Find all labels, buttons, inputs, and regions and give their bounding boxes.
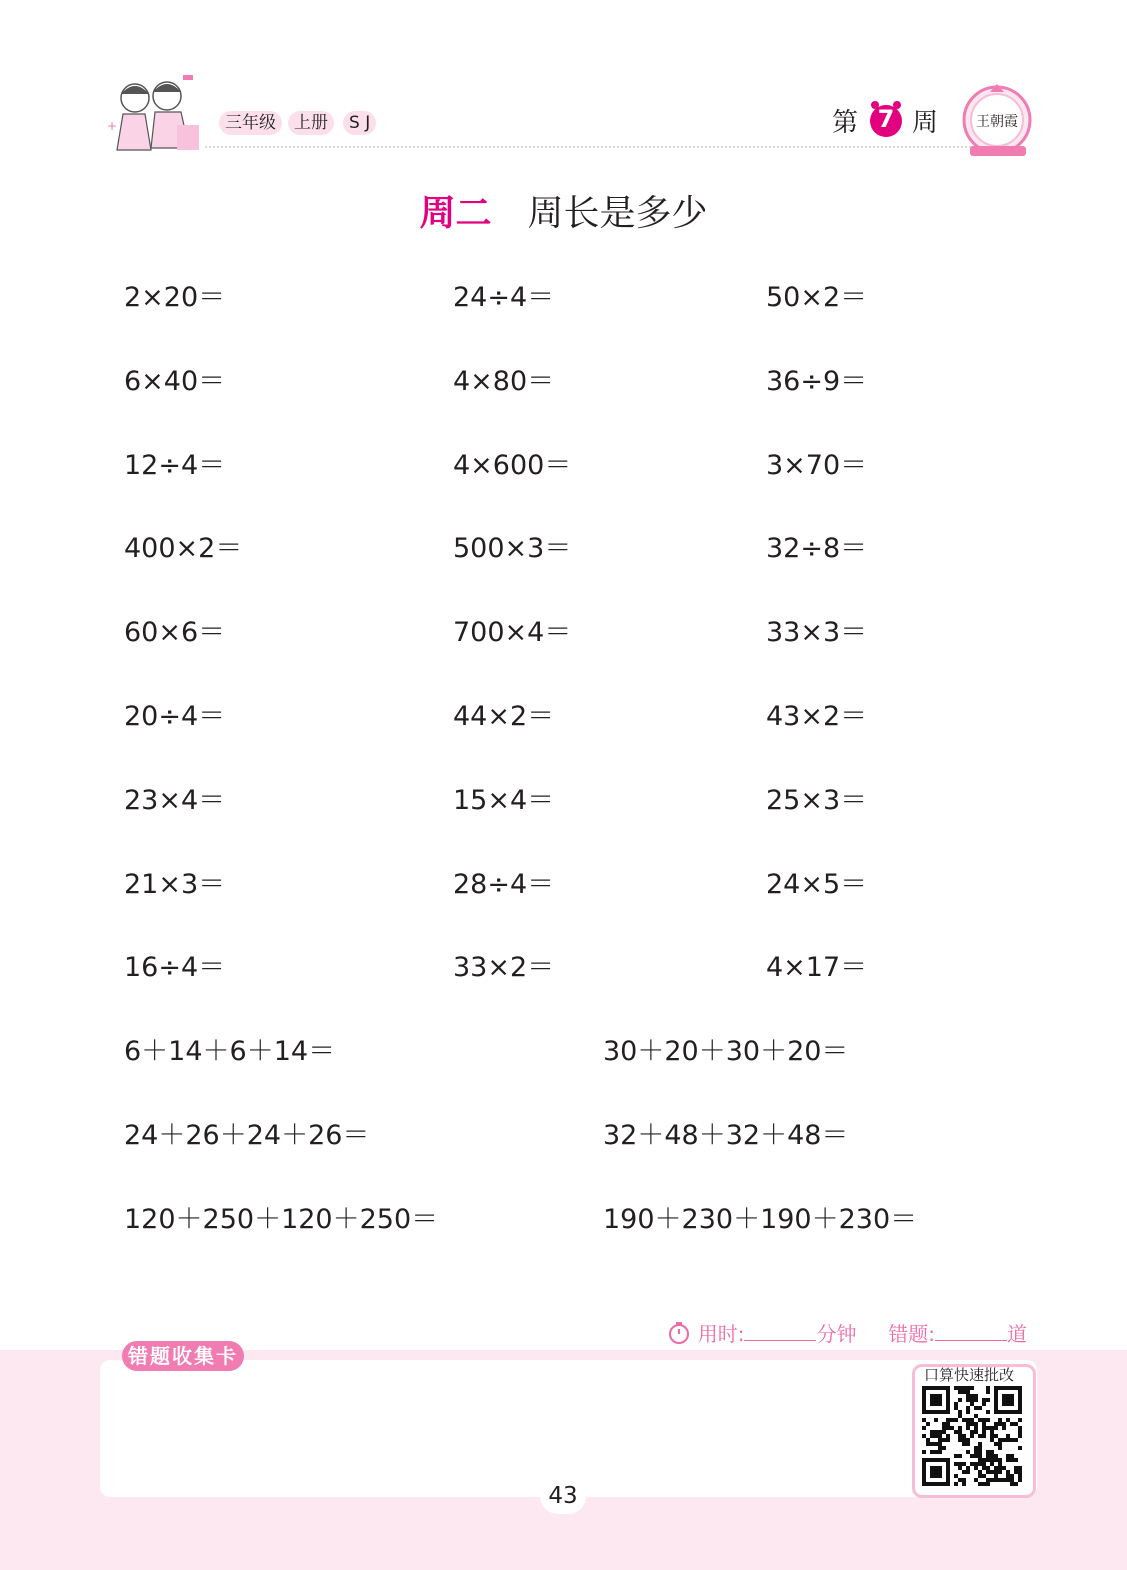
timer-row	[667, 1318, 1027, 1347]
problem-item: 15×4＝	[453, 785, 555, 816]
volume-tag: 上册	[288, 111, 334, 135]
week-number: 7	[877, 105, 895, 133]
problem-item: 33×2＝	[453, 952, 555, 983]
grade-tag: 三年级	[219, 111, 282, 135]
problem-item: 500×3＝	[453, 533, 572, 564]
errors-blank[interactable]	[935, 1322, 1007, 1341]
problem-item: 43×2＝	[766, 701, 868, 732]
header-divider	[205, 146, 975, 148]
edition-tag: S J	[343, 111, 376, 135]
time-blank[interactable]	[744, 1322, 816, 1341]
title-topic: 周长是多少	[527, 193, 708, 234]
errors-label: 错题:	[888, 1322, 935, 1346]
problem-item: 12÷4＝	[124, 450, 226, 481]
week-prefix: 第	[832, 108, 859, 138]
time-unit: 分钟	[816, 1322, 857, 1346]
problem-item: 190＋230＋190＋230＝	[603, 1204, 918, 1235]
problem-item: 2×20＝	[124, 282, 226, 313]
problem-item: 16÷4＝	[124, 952, 226, 983]
page-title	[0, 185, 1127, 236]
problem-item: 24×5＝	[766, 869, 868, 900]
problem-item: 21×3＝	[124, 869, 226, 900]
svg-text:王朝霞: 王朝霞	[976, 114, 1018, 130]
title-day: 周二	[419, 193, 492, 234]
problem-item: 4×17＝	[766, 952, 868, 983]
problem-item: 28÷4＝	[453, 869, 555, 900]
qr-label: 口算快速批改	[924, 1366, 1015, 1384]
problem-item: 6＋14＋6＋14＝	[124, 1036, 336, 1067]
time-label: 用时:	[697, 1322, 745, 1346]
problem-item: 700×4＝	[453, 617, 572, 648]
problem-item: 25×3＝	[766, 785, 868, 816]
problem-item: 23×4＝	[124, 785, 226, 816]
problem-item: 4×80＝	[453, 366, 555, 397]
problem-item: 60×6＝	[124, 617, 226, 648]
week-suffix: 周	[912, 108, 939, 138]
problem-item: 24÷4＝	[453, 282, 555, 313]
problem-item: 33×3＝	[766, 617, 868, 648]
problem-item: 120＋250＋120＋250＝	[124, 1204, 439, 1235]
problem-item: 50×2＝	[766, 282, 868, 313]
problem-item: 3×70＝	[766, 450, 868, 481]
page-number: 43	[540, 1478, 586, 1514]
problem-item: 44×2＝	[453, 701, 555, 732]
problem-item: 24＋26＋24＋26＝	[124, 1120, 370, 1151]
brand-logo	[960, 80, 1035, 162]
problem-item: 32÷8＝	[766, 533, 868, 564]
stopwatch-icon	[667, 1321, 691, 1345]
problem-item: 4×600＝	[453, 450, 572, 481]
week-badge	[868, 99, 904, 139]
problem-item: 30＋20＋30＋20＝	[603, 1036, 849, 1067]
qr-code[interactable]	[922, 1386, 1022, 1486]
mistake-card[interactable]	[100, 1360, 1037, 1497]
problem-item: 6×40＝	[124, 366, 226, 397]
problem-item: 36÷9＝	[766, 366, 868, 397]
problem-item: 32＋48＋32＋48＝	[603, 1120, 849, 1151]
problem-item: 20÷4＝	[124, 701, 226, 732]
problem-item: 400×2＝	[124, 533, 243, 564]
errors-unit: 道	[1007, 1322, 1027, 1346]
mistake-card-title: 错题收集卡	[122, 1341, 244, 1371]
kids-illustration	[105, 70, 205, 155]
svg-text:+: +	[107, 119, 118, 133]
